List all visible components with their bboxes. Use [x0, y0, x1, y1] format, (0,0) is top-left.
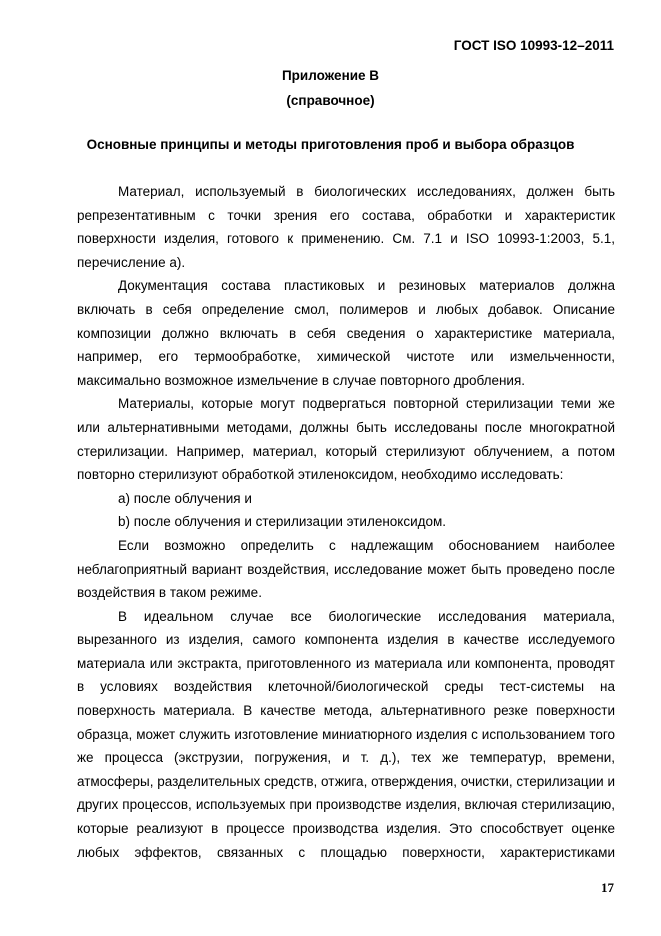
list-item: b) после облучения и стерилизации этиленоксидом.	[118, 514, 447, 530]
appendix-title: Приложение В	[281, 68, 380, 83]
section-heading: Основные принципы и методы приготовления проб и выбора образцов	[86, 137, 575, 152]
document-code: ГОСТ ISO 10993-12–2011	[453, 38, 614, 53]
paragraph: Материалы, которые могут подвергаться повторной стерилизации теми же или альтернативными методами, должны быть исследованы после многократной стерилизации. Например, материал, который стерилизуют облучением, а потом повторно стерилизуют обработкой этиленоксидом, необходимо исследовать:	[77, 396, 615, 483]
appendix-subtitle: (справочное)	[286, 93, 375, 108]
paragraph: Если возможно определить с надлежащим обоснованием наиболее неблагоприятный вариант воздействия, исследование может быть проведено после воздействия в таком режиме.	[77, 537, 615, 601]
paragraph: Документация состава пластиковых и резиновых материалов должна включать в себя определение смол, полимеров и любых добавок. Описание композиции должно включать в себя сведения о характеристике материала, например, его термообработке, химической чистоте или измельченности, максимально возможное измельчение в случае повторного дробления.	[77, 278, 615, 388]
body-text	[77, 180, 615, 864]
page-number: 17	[601, 880, 614, 895]
paragraph: Материал, используемый в биологических исследованиях, должен быть репрезентативным с точки зрения его состава, обработки и характеристик поверхности изделия, готового к применению. См. 7.1 и ISO 10993-1:2003, 5.1, перечисление а).	[77, 184, 615, 270]
paragraph: В идеальном случае все биологические исследования материала, вырезанного из изделия, самого компонента изделия в качестве исследуемого материала или экстракта, приготовленного из материала или компонента, проводят в условиях воздействия клеточной/биологической среды тест-системы на поверхность материала. В качестве метода, альтернативного резке поверхности образца, может служить изготовление миниатюрного изделия с использованием того же процесса (экструзии, погружения, и т. д.), тех же температур, времени, атмосферы, разделительных средств, отжига, отверждения, очистки, стерилизации и других процессов, используемых при производстве изделия, включая стерилизацию, которые реализуют в процессе производства изделия. Это способствует оценке любых эффектов, связанных с площадью поверхности, характеристиками	[77, 608, 615, 860]
list-item: а) после облучения и	[118, 490, 252, 506]
